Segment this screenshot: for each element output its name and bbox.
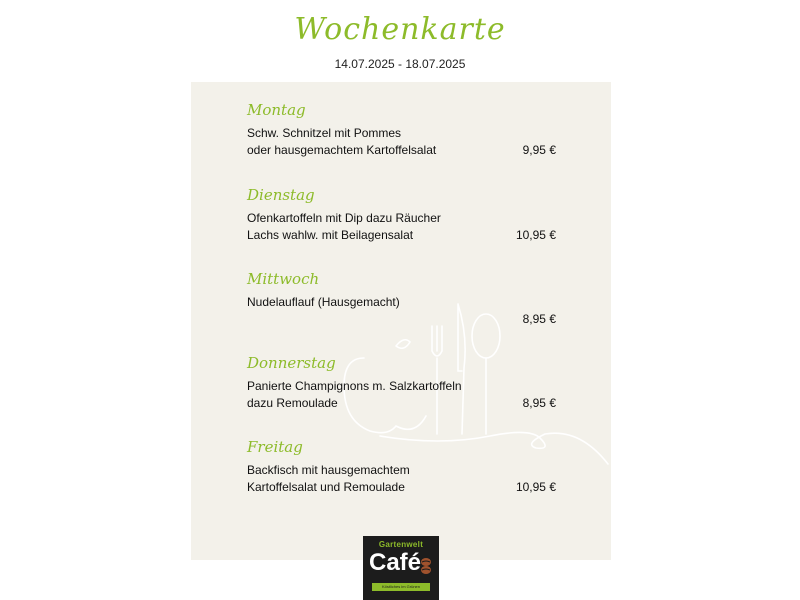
dish-price: 8,95 € — [522, 396, 556, 410]
dish-row — [247, 294, 567, 328]
dish-price: 8,95 € — [522, 312, 556, 326]
coffee-beans-icon — [419, 556, 433, 576]
cafe-logo — [363, 536, 439, 600]
menu-day-donnerstag — [247, 352, 567, 412]
dish-line: Panierte Champignons m. Salzkartoffeln — [247, 379, 462, 393]
day-heading: Mittwoch — [247, 270, 320, 288]
dish-line: dazu Remoulade — [247, 396, 338, 410]
logo-top-text: Gartenwelt — [378, 540, 424, 549]
dish-row — [247, 462, 567, 496]
day-heading: Dienstag — [247, 186, 315, 204]
menu-day-mittwoch — [247, 268, 567, 328]
page-title: Wochenkarte — [294, 12, 506, 47]
dish-row — [247, 210, 567, 244]
dish-line — [247, 311, 567, 328]
date-range: 14.07.2025 - 18.07.2025 — [334, 57, 466, 71]
dish-row — [247, 378, 567, 412]
menu-day-dienstag — [247, 184, 567, 244]
logo-sub-text: Köstliches im Grünen — [372, 583, 430, 591]
logo-main-text: Café — [369, 549, 422, 576]
dish-line: Kartoffelsalat und Remoulade — [247, 480, 405, 494]
menu-day-montag — [247, 99, 567, 159]
dish-line: Nudelauflauf (Hausgemacht) — [247, 295, 400, 309]
dish-line: Lachs wahlw. mit Beilagensalat — [247, 228, 414, 242]
dish-line: oder hausgemachtem Kartoffelsalat — [247, 143, 437, 157]
dish-line: Backfisch mit hausgemachtem — [247, 463, 410, 477]
dish-price: 10,95 € — [515, 480, 556, 494]
dish-price: 9,95 € — [522, 143, 556, 157]
menu-day-freitag — [247, 436, 567, 496]
day-heading: Montag — [247, 101, 306, 119]
dish-line: Ofenkartoffeln mit Dip dazu Räucher — [247, 211, 441, 225]
dish-price: 10,95 € — [515, 228, 556, 242]
dish-row — [247, 125, 567, 159]
dish-line: Schw. Schnitzel mit Pommes — [247, 126, 402, 140]
day-heading: Donnerstag — [247, 354, 336, 372]
day-heading: Freitag — [247, 438, 303, 456]
